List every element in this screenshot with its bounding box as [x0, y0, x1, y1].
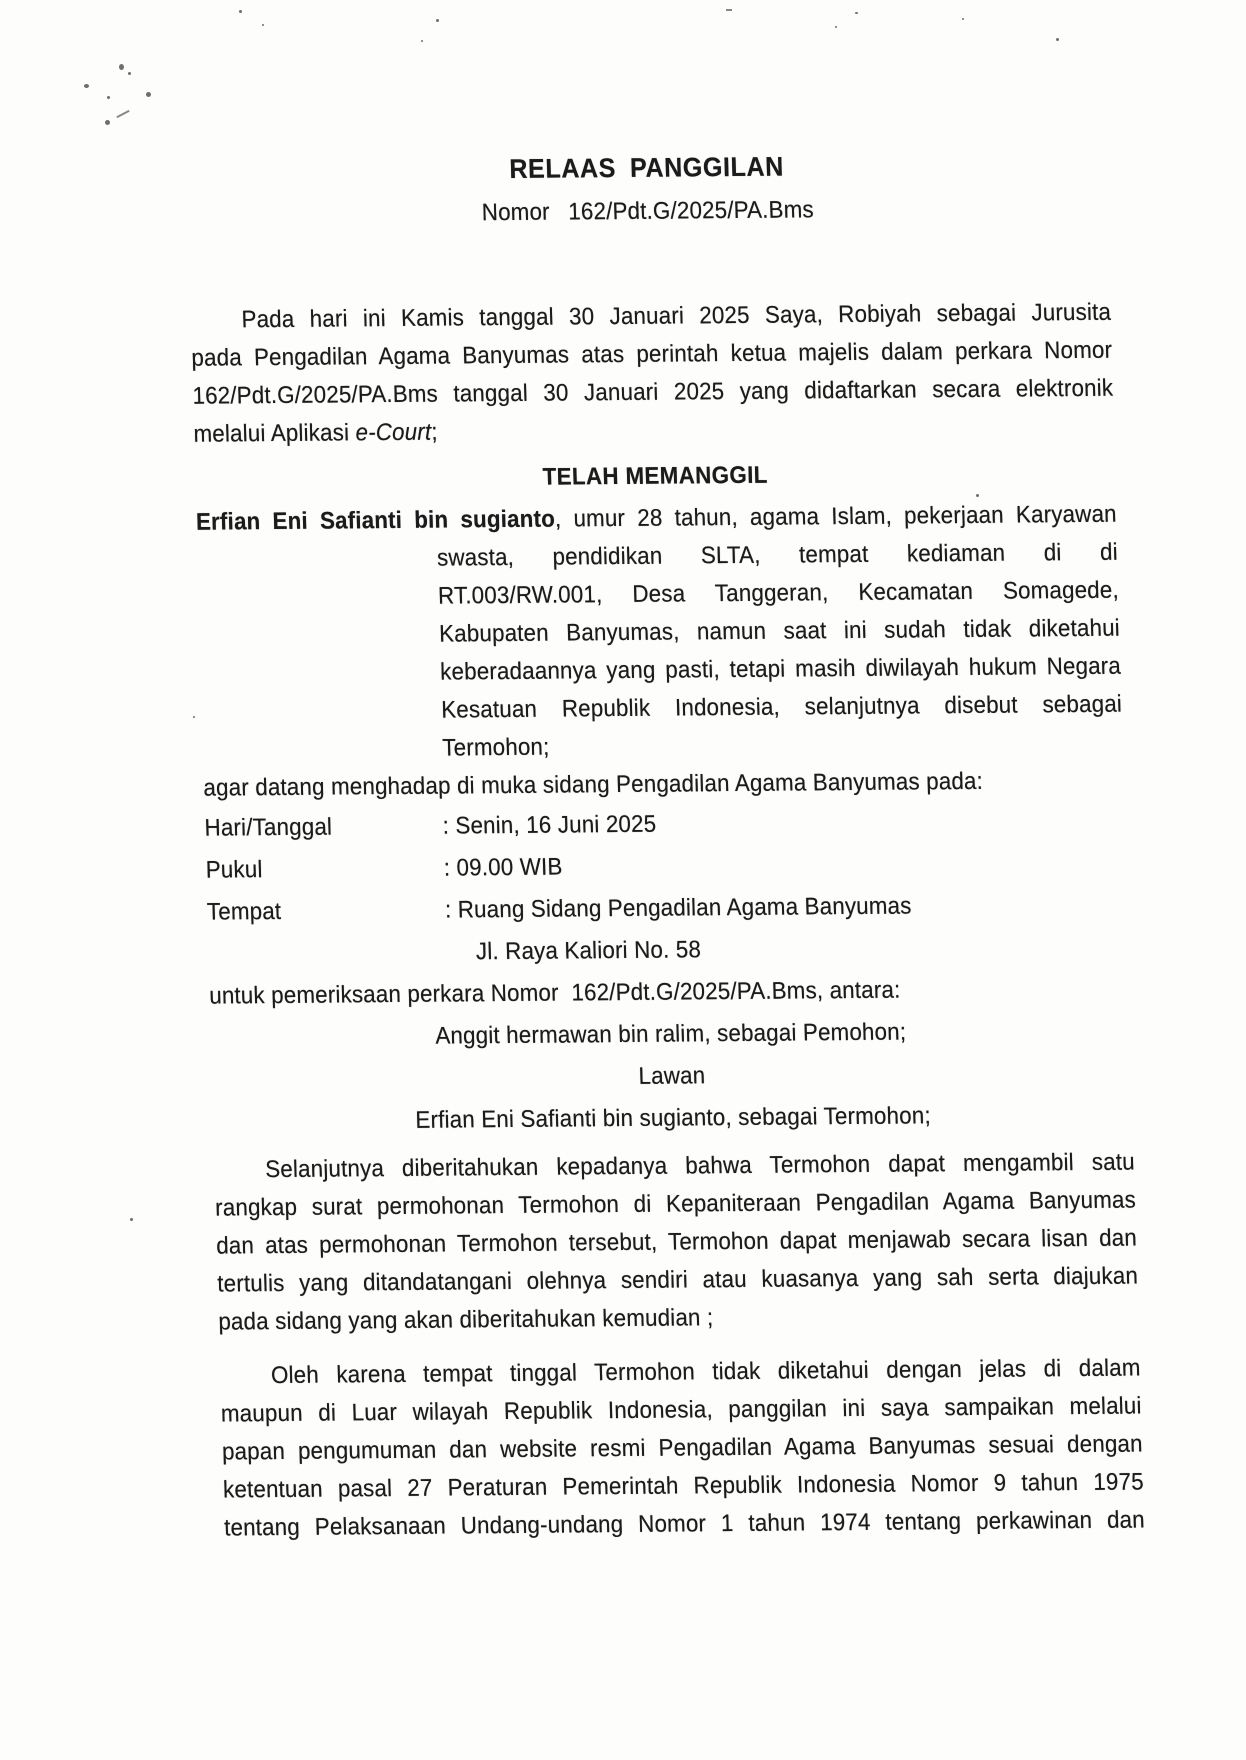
- publication-line: maupun di Luar wilayah Republik Indonesia, panggilan ini saya sampaikan melalui: [220, 1392, 1142, 1428]
- court-address-line: Jl. Raya Kaliori No. 58: [475, 936, 702, 966]
- schedule-value: : 09.00 WIB: [443, 853, 563, 882]
- schedule-row-place: [206, 884, 1128, 934]
- opening-line-2: pada Pengadilan Agama Banyumas atas perintah ketua majelis dalam perkara Nomor: [191, 336, 1113, 372]
- respondent-line: keberadaannya yang pasti, tetapi masih diwilayah hukum Negara: [439, 652, 1122, 686]
- respondent-closing: Termohon;: [441, 733, 550, 762]
- notice-line: dan atas permohonan Termohon tersebut, Termohon dapat menjawab secara lisan dan: [215, 1224, 1138, 1260]
- respondent-intro-rest: , umur 28 tahun, agama Islam, pekerjaan Karyawan: [554, 500, 1118, 533]
- publication-line: Oleh karena tempat tinggal Termohon tidak diketahui dengan jelas di dalam: [270, 1354, 1141, 1390]
- schedule-value: : Senin, 16 Juni 2025: [442, 810, 657, 840]
- respondent-line: Kabupaten Banyumas, namun saat ini sudah tidak diketahui: [438, 614, 1121, 648]
- schedule-label: Pukul: [205, 856, 263, 884]
- case-number-line: [187, 188, 1109, 236]
- opening-line-4: melalui Aplikasi e-Court;: [193, 418, 439, 448]
- hearing-schedule: [204, 800, 1129, 976]
- case-number-value: 162/Pdt.G/2025/PA.Bms: [567, 196, 815, 226]
- notice-line: tertulis yang ditandatangani olehnya sendiri atau kuasanya yang sah serta diajukan: [216, 1262, 1139, 1298]
- publication-line: ketentuan pasal 27 Peraturan Pemerintah Republik Indonesia Nomor 9 tahun 1975: [222, 1468, 1145, 1504]
- publication-line: papan pengumuman dan website resmi Pengadilan Agama Banyumas sesuai dengan: [221, 1430, 1144, 1466]
- opening-line-1: Pada hari ini Kamis tanggal 30 Januari 2025 Saya, Robiyah sebagai Jurusita: [241, 298, 1112, 334]
- respondent-identity-block: [196, 496, 1124, 770]
- respondent-line: swasta, pendidikan SLTA, tempat kediaman di di: [436, 538, 1119, 572]
- notice-line: Selanjutnya diberitahukan kepadanya bahwa Termohon dapat mengambil satu: [264, 1148, 1136, 1184]
- summon-instruction-line: agar datang menghadap di muka sidang Pengadilan Agama Banyumas pada:: [203, 767, 984, 802]
- publication-line: tentang Pelaksanaan Undang-undang Nomor 1 tahun 1974 tentang perkawinan dan: [223, 1506, 1146, 1542]
- opening-line-3: 162/Pdt.G/2025/PA.Bms tanggal 30 Januari 2025 yang didaftarkan secara elektronik: [192, 374, 1114, 410]
- schedule-label: Hari/Tanggal: [204, 813, 333, 842]
- schedule-value: : Ruang Sidang Pengadilan Agama Banyumas: [444, 892, 912, 924]
- case-number-label: Nomor: [481, 198, 551, 227]
- document-title: RELAAS PANGGILAN: [508, 151, 785, 184]
- respondent-name: Erfian Eni Safianti bin sugianto: [195, 505, 556, 536]
- ecourt-italic: e-Court: [355, 418, 432, 447]
- respondent-line: RT.003/RW.001, Desa Tanggeran, Kecamatan Somagede,: [437, 576, 1120, 610]
- notice-line: rangkap surat permohonan Termohon di Kepaniteraan Pengadilan Agama Banyumas: [214, 1186, 1137, 1222]
- notice-last-line: pada sidang yang akan diberitahukan kemudian ;: [217, 1304, 714, 1336]
- notice-paragraph: [214, 1144, 1140, 1342]
- heading-telah-memanggil: TELAH MEMANGGIL: [542, 461, 769, 491]
- schedule-label: Tempat: [206, 897, 282, 926]
- publication-paragraph: [219, 1350, 1145, 1548]
- versus-line: Lawan: [638, 1062, 706, 1090]
- respondent-party-line: Erfian Eni Safianti bin sugianto, sebagai Termohon;: [415, 1102, 932, 1134]
- case-examination-line: untuk pemeriksaan perkara Nomor 162/Pdt.G/2025/PA.Bms, antara:: [208, 976, 901, 1010]
- opening-paragraph: [190, 294, 1115, 454]
- respondent-detail-lines: [437, 534, 1124, 768]
- respondent-line: Kesatuan Republik Indonesia, selanjutnya disebut sebagai: [440, 690, 1123, 724]
- petitioner-line: Anggit hermawan bin ralim, sebagai Pemohon;: [435, 1018, 907, 1050]
- document-body: [186, 144, 1146, 1548]
